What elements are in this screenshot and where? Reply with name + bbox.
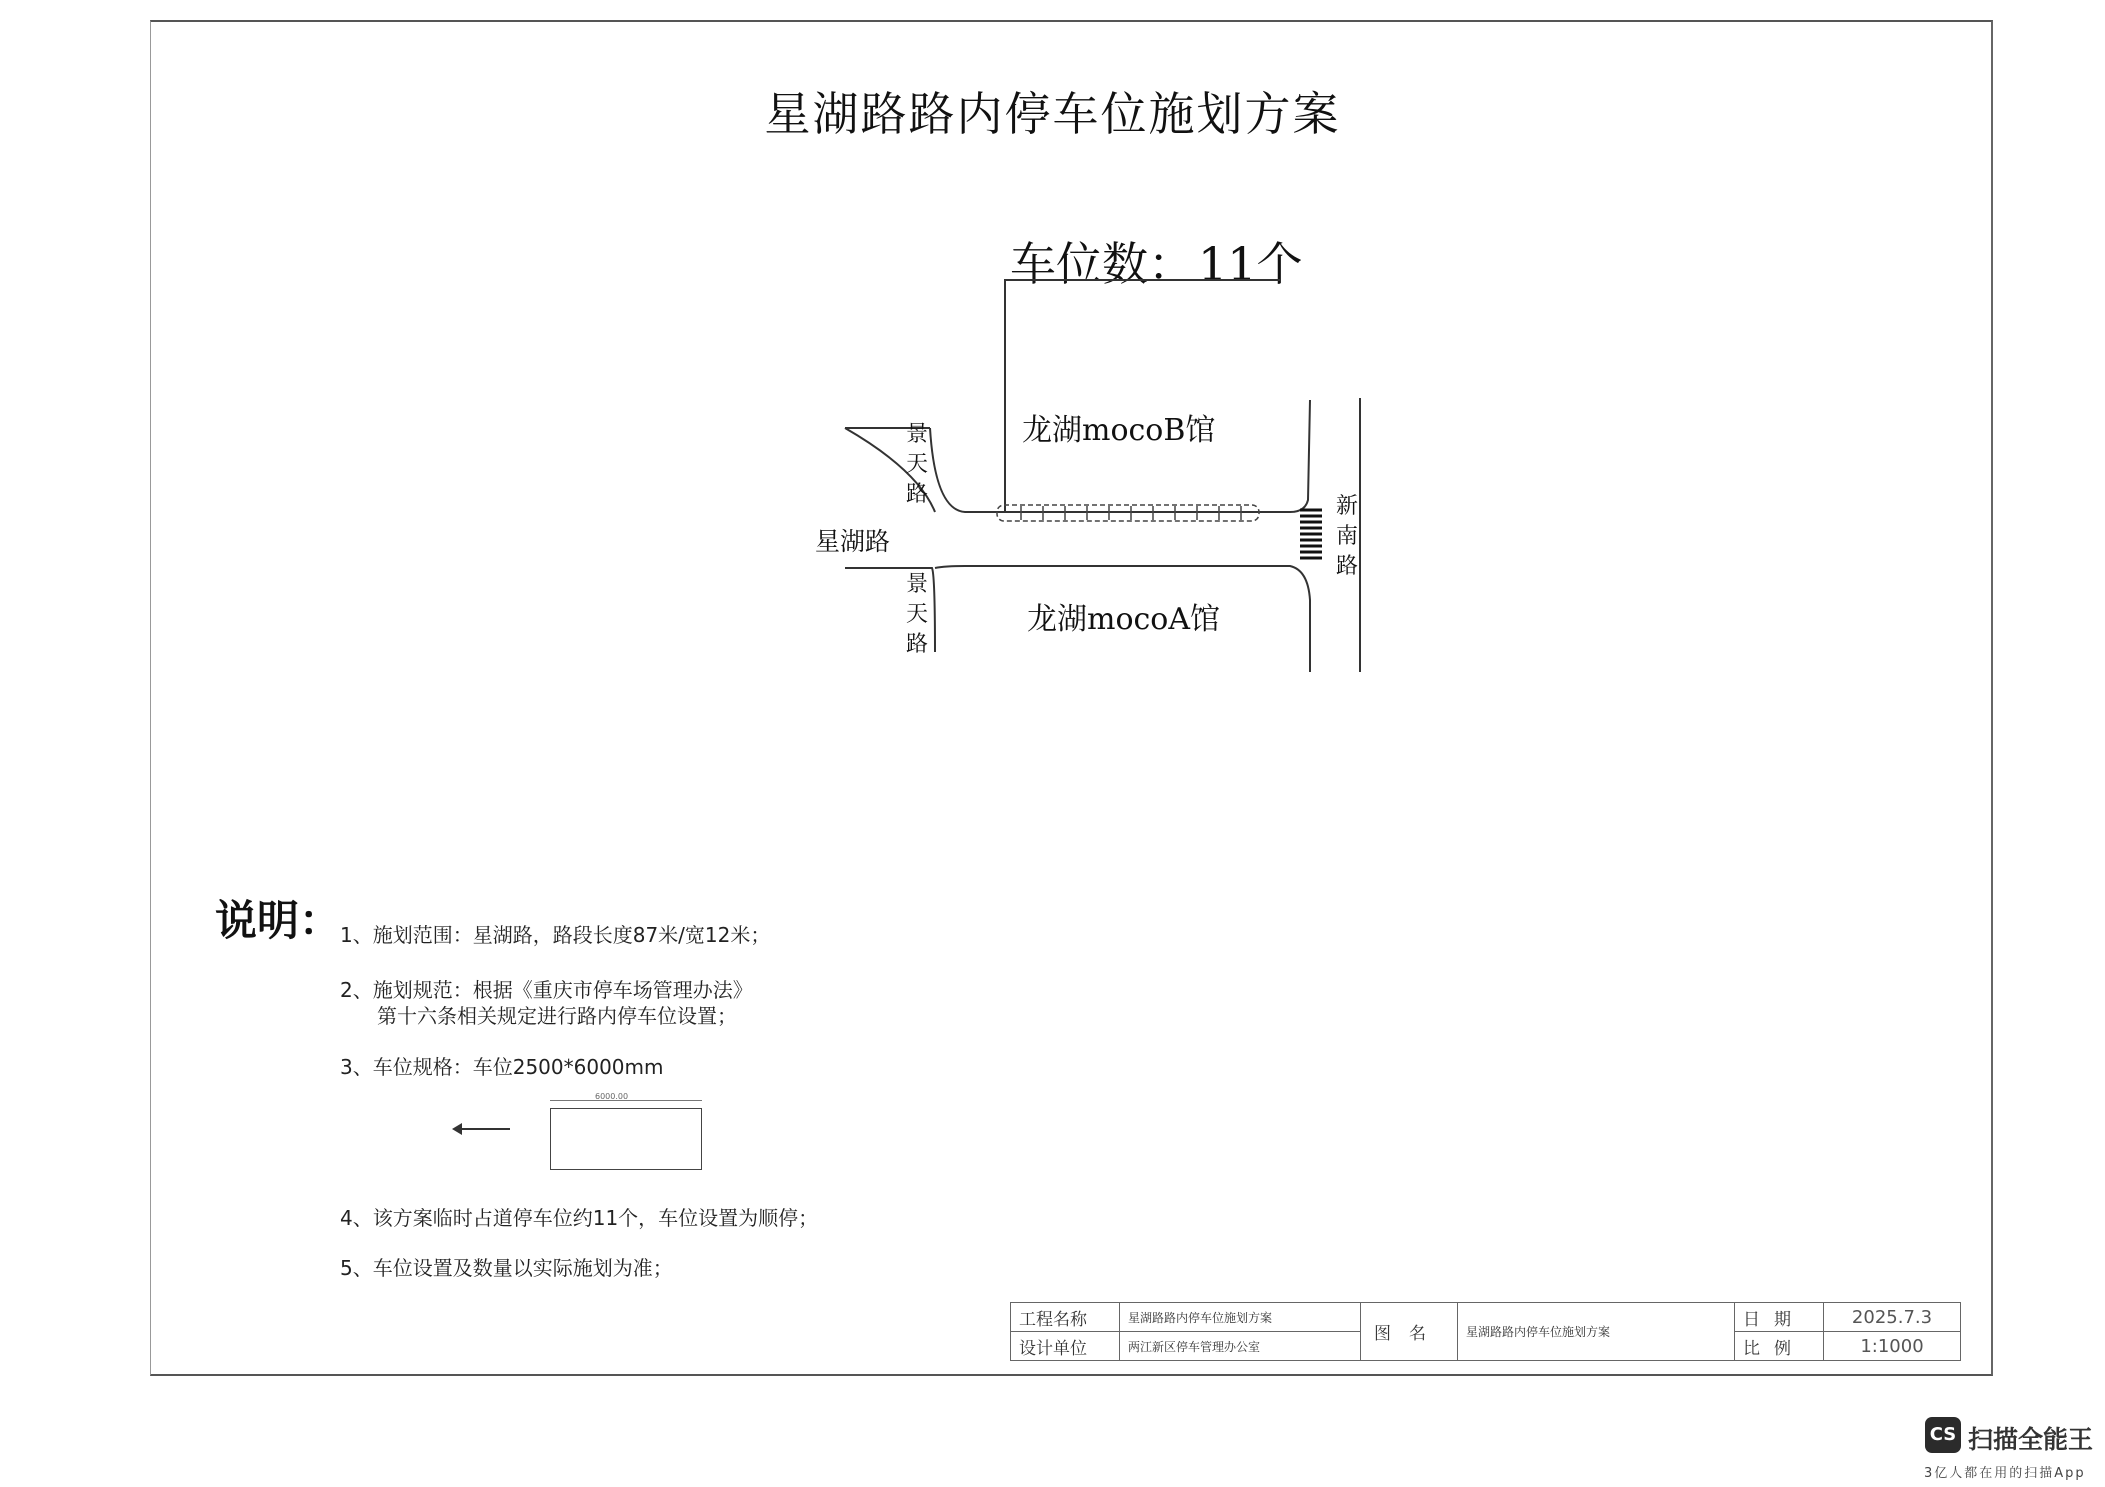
road-edge-west-top [845,428,880,512]
crosswalk [1300,510,1322,558]
road-main-label: 星湖路 [815,527,891,556]
design-label: 设计单位 [1011,1332,1120,1361]
parking-count-label: 车位数： [1010,237,1194,291]
drawing-label: 图名 [1361,1303,1458,1361]
notes-heading: 说明： [215,896,342,945]
note-item: 5、车位设置及数量以实际施划为准； [340,1256,673,1280]
building-north-label: 龙湖mocoB馆 [1022,413,1216,448]
title-block [1010,1302,1961,1361]
note-item: 2、施划规范：根据《重庆市停车场管理办法》 [340,978,753,1002]
count-leader-line [1005,280,1280,512]
road-west-bottom-label: 景天路 [905,572,928,657]
page-title: 星湖路路内停车位施划方案 [764,87,1341,141]
spec-dimension: 6000.00 [595,1092,629,1101]
date-label: 日期 [1735,1303,1824,1332]
road-west-top-label: 景天路 [905,422,928,507]
scale-value: 1:1000 [1824,1332,1961,1361]
watermark-name: 扫描全能王 [1968,1425,2094,1454]
watermark-slogan: 3亿人都在用的扫描App [1924,1466,2086,1481]
design-value: 两江新区停车管理办公室 [1120,1332,1361,1361]
scale-label: 比例 [1735,1332,1824,1361]
parking-space-spec-box [550,1108,702,1170]
road-east-label: 新南路 [1335,494,1358,579]
note-item: 1、施划范围：星湖路，路段长度87米/宽12米； [340,923,771,947]
note-item: 4、该方案临时占道停车位约11个，车位设置为顺停； [340,1206,819,1230]
project-label: 工程名称 [1011,1303,1120,1332]
parking-count-value: 11个 [1198,237,1303,291]
camscanner-logo-icon: CS [1925,1417,1961,1453]
project-value: 星湖路路内停车位施划方案 [1120,1303,1361,1332]
drawing-value: 星湖路路内停车位施划方案 [1458,1303,1735,1361]
building-south-label: 龙湖mocoA馆 [1027,602,1221,637]
note-item: 第十六条相关规定进行路内停车位设置； [377,1004,737,1028]
direction-arrow-icon [460,1128,510,1130]
note-item: 3、车位规格：车位2500*6000mm [340,1055,664,1079]
date-value: 2025.7.3 [1824,1303,1961,1332]
